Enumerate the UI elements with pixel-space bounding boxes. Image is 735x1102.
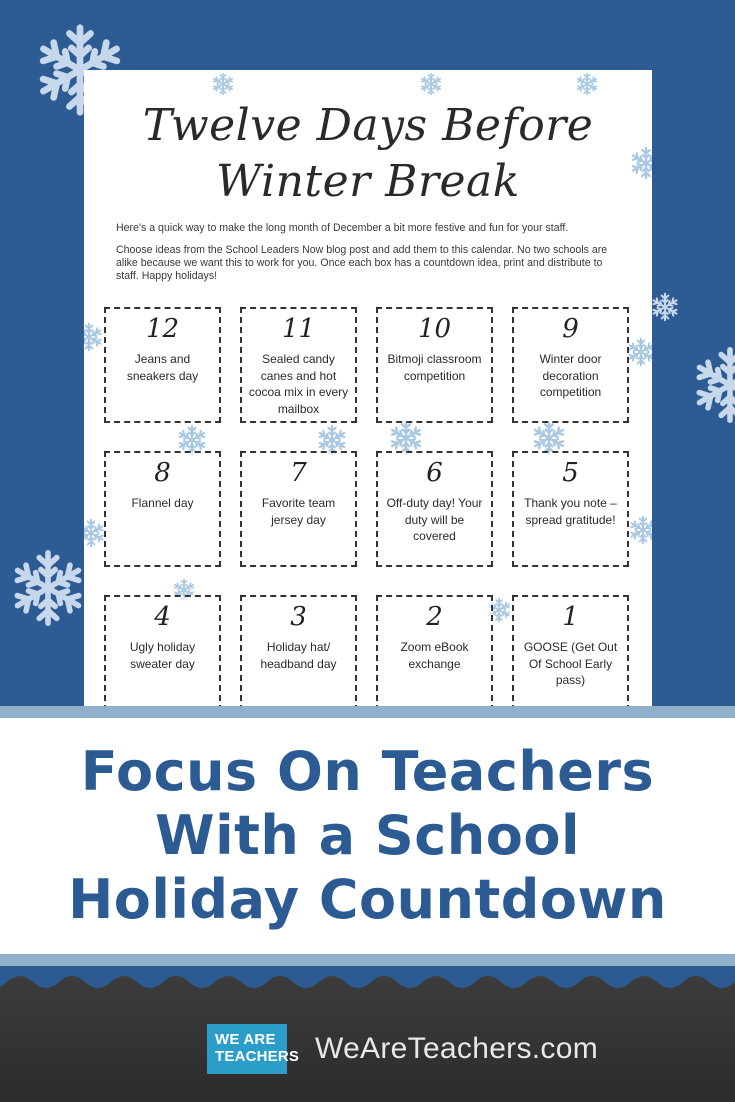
day-idea: Favorite team jersey day <box>261 496 336 527</box>
snowflake-icon <box>84 508 106 558</box>
day-box <box>104 307 221 423</box>
day-number: 12 <box>145 314 180 344</box>
snowflake-icon <box>628 510 652 550</box>
wave-border <box>0 966 735 1000</box>
day-idea: Thank you note – spread gratitude! <box>524 496 617 527</box>
day-box <box>240 595 357 710</box>
snowflake-icon <box>566 72 608 96</box>
headline-band <box>0 718 735 954</box>
day-box <box>512 595 629 710</box>
day-idea: Ugly holiday sweater day <box>129 640 196 671</box>
day-idea: Flannel day <box>131 496 194 510</box>
day-number: 9 <box>562 314 579 344</box>
day-box <box>376 451 493 567</box>
headline-line-2: With a School <box>155 804 580 867</box>
logo-line-1: WE ARE <box>215 1031 276 1048</box>
intro-paragraph-1: Here's a quick way to make the long month of December a bit more festive and fun for your staff. <box>116 222 569 234</box>
day-idea: Jeans and sneakers day <box>126 352 199 383</box>
day-idea: Off-duty day! Your duty will be covered <box>386 496 483 543</box>
day-box <box>376 595 493 710</box>
headline-line-3: Holiday Countdown <box>68 868 667 931</box>
day-number: 10 <box>417 314 452 344</box>
day-idea: Zoom eBook exchange <box>400 640 469 671</box>
day-number: 4 <box>154 602 171 632</box>
footer <box>0 966 735 1102</box>
day-box <box>240 307 357 423</box>
snowflake-icon <box>8 548 88 628</box>
day-box <box>240 451 357 567</box>
title-line-2: Winter Break <box>216 156 520 207</box>
day-idea: Holiday hat/ headband day <box>260 640 337 671</box>
snowflake-icon <box>410 72 452 96</box>
snowflake-icon <box>202 72 244 96</box>
logo-line-2: TEACHERS <box>215 1048 300 1065</box>
document-title <box>84 98 652 210</box>
day-number: 1 <box>562 602 579 632</box>
site-url[interactable]: WeAreTeachers.com <box>315 1032 598 1065</box>
day-number: 8 <box>154 458 171 488</box>
day-box <box>512 451 629 567</box>
snowflake-icon <box>84 312 104 362</box>
headline <box>20 740 715 932</box>
day-number: 3 <box>290 602 307 632</box>
day-box <box>512 307 629 423</box>
intro-text <box>116 222 628 292</box>
day-box <box>104 595 221 710</box>
intro-paragraph-2: Choose ideas from the School Leaders Now blog post and add them to this calendar. No two schools are alike because we want this to work for you. Once each box has a countdown idea, print and distribute to staff. Happy holidays! <box>116 244 608 282</box>
day-number: 7 <box>290 458 307 488</box>
separator-line <box>0 954 735 966</box>
day-box <box>376 307 493 423</box>
day-box <box>104 451 221 567</box>
day-idea: GOOSE (Get Out Of School Early pass) <box>523 640 618 687</box>
day-idea: Sealed candy canes and hot cocoa mix in every mailbox <box>248 352 349 416</box>
headline-line-1: Focus On Teachers <box>80 740 655 803</box>
snowflake-icon <box>626 332 652 372</box>
day-number: 6 <box>426 458 443 488</box>
title-line-1: Twelve Days Before <box>142 100 594 151</box>
day-idea: Bitmoji classroom competition <box>387 352 482 383</box>
we-are-teachers-logo[interactable] <box>207 1024 300 1074</box>
day-number: 2 <box>426 602 443 632</box>
day-number: 11 <box>281 314 316 344</box>
calendar-document <box>84 70 652 710</box>
separator-line <box>0 706 735 718</box>
day-number: 5 <box>562 458 579 488</box>
snowflake-icon <box>650 292 680 322</box>
snowflake-icon <box>690 345 735 425</box>
day-idea: Winter door decoration competition <box>539 352 602 399</box>
